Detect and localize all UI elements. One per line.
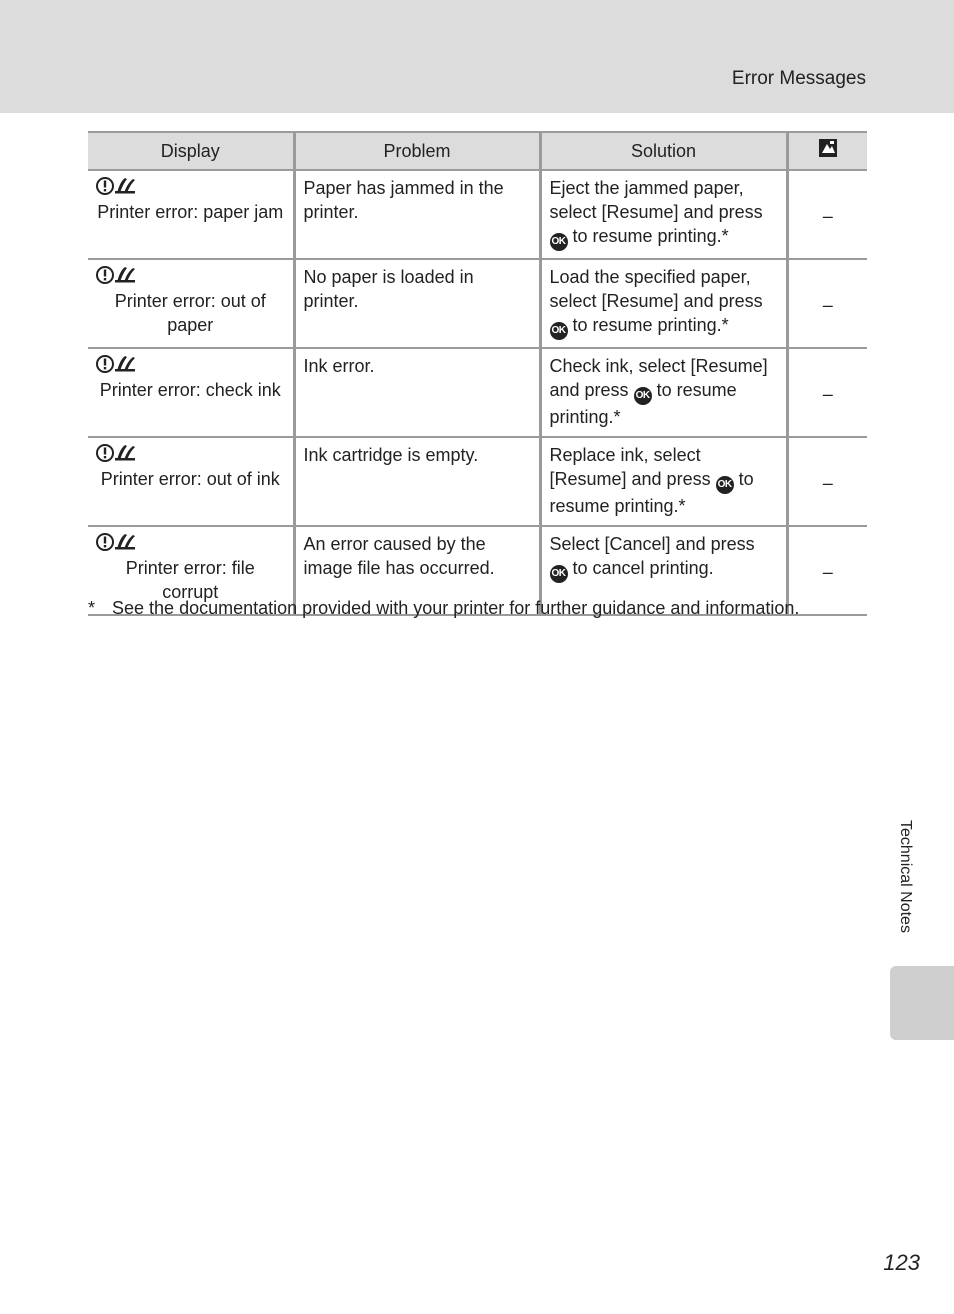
solution-text-after: to resume printing.* xyxy=(572,226,729,246)
solution-text-after: to resume printing.* xyxy=(572,315,729,335)
solution-cell xyxy=(540,259,787,348)
printer-error-icon xyxy=(96,532,136,558)
printer-error-icon xyxy=(96,265,136,291)
display-cell xyxy=(88,348,294,437)
solution-cell xyxy=(540,437,787,526)
ok-button-icon: OK xyxy=(716,476,734,494)
solution-text-after: to resume printing.* xyxy=(549,380,737,427)
display-cell xyxy=(88,437,294,526)
footnote xyxy=(88,598,799,619)
solution-text-before: Check ink, select [Resume] and press xyxy=(549,356,768,400)
reference-cell: – xyxy=(787,170,867,259)
display-text: Printer error: check ink xyxy=(99,380,281,400)
ok-button-icon: OK xyxy=(550,322,568,340)
problem-cell: Ink cartridge is empty. xyxy=(294,437,540,526)
footnote-text: See the documentation provided with your printer for further guidance and information. xyxy=(112,598,800,618)
reference-cell: – xyxy=(787,348,867,437)
solution-cell xyxy=(540,348,787,437)
problem-cell: Paper has jammed in the printer. xyxy=(294,170,540,259)
solution-cell xyxy=(540,170,787,259)
ok-button-icon: OK xyxy=(634,387,652,405)
display-text: Printer error: file corrupt xyxy=(125,558,255,602)
display-cell xyxy=(88,170,294,259)
reference-cell: – xyxy=(787,437,867,526)
reference-cell: – xyxy=(787,526,867,615)
ok-button-icon: OK xyxy=(550,233,568,251)
problem-cell: An error caused by the image file has occurred. xyxy=(294,526,540,615)
table-row xyxy=(88,437,867,526)
problem-cell: Ink error. xyxy=(294,348,540,437)
printer-error-icon xyxy=(96,176,136,202)
column-header-display: Display xyxy=(88,132,294,170)
solution-text-before: Replace ink, select [Resume] and press xyxy=(549,445,711,489)
column-header-problem: Problem xyxy=(294,132,540,170)
table-row xyxy=(88,170,867,259)
page-reference-icon xyxy=(818,138,838,164)
page-number: 123 xyxy=(883,1250,920,1275)
printer-error-icon xyxy=(96,354,136,380)
error-messages-table xyxy=(88,131,867,616)
solution-text-before: Eject the jammed paper, select [Resume] and press xyxy=(549,178,763,222)
column-header-solution: Solution xyxy=(540,132,787,170)
side-tab-label: Technical Notes xyxy=(897,820,914,933)
side-tab xyxy=(890,966,954,1040)
reference-cell: – xyxy=(787,259,867,348)
solution-text-before: Select [Cancel] and press xyxy=(549,534,755,554)
solution-text-before: Load the specified paper, select [Resume] and press xyxy=(549,267,763,311)
display-text: Printer error: out of paper xyxy=(114,291,266,335)
column-header-reference xyxy=(787,132,867,170)
footnote-mark: * xyxy=(88,598,96,618)
solution-text-after: to resume printing.* xyxy=(549,469,754,516)
table-row xyxy=(88,348,867,437)
problem-cell: No paper is loaded in printer. xyxy=(294,259,540,348)
printer-error-icon xyxy=(96,443,136,469)
ok-button-icon: OK xyxy=(550,565,568,583)
table-row xyxy=(88,259,867,348)
display-text: Printer error: out of ink xyxy=(100,469,280,489)
display-cell xyxy=(88,259,294,348)
display-text: Printer error: paper jam xyxy=(97,202,284,222)
header-band xyxy=(0,0,954,113)
table-header-row xyxy=(88,132,867,170)
solution-text-after: to cancel printing. xyxy=(572,558,714,578)
section-title: Error Messages xyxy=(731,68,866,89)
